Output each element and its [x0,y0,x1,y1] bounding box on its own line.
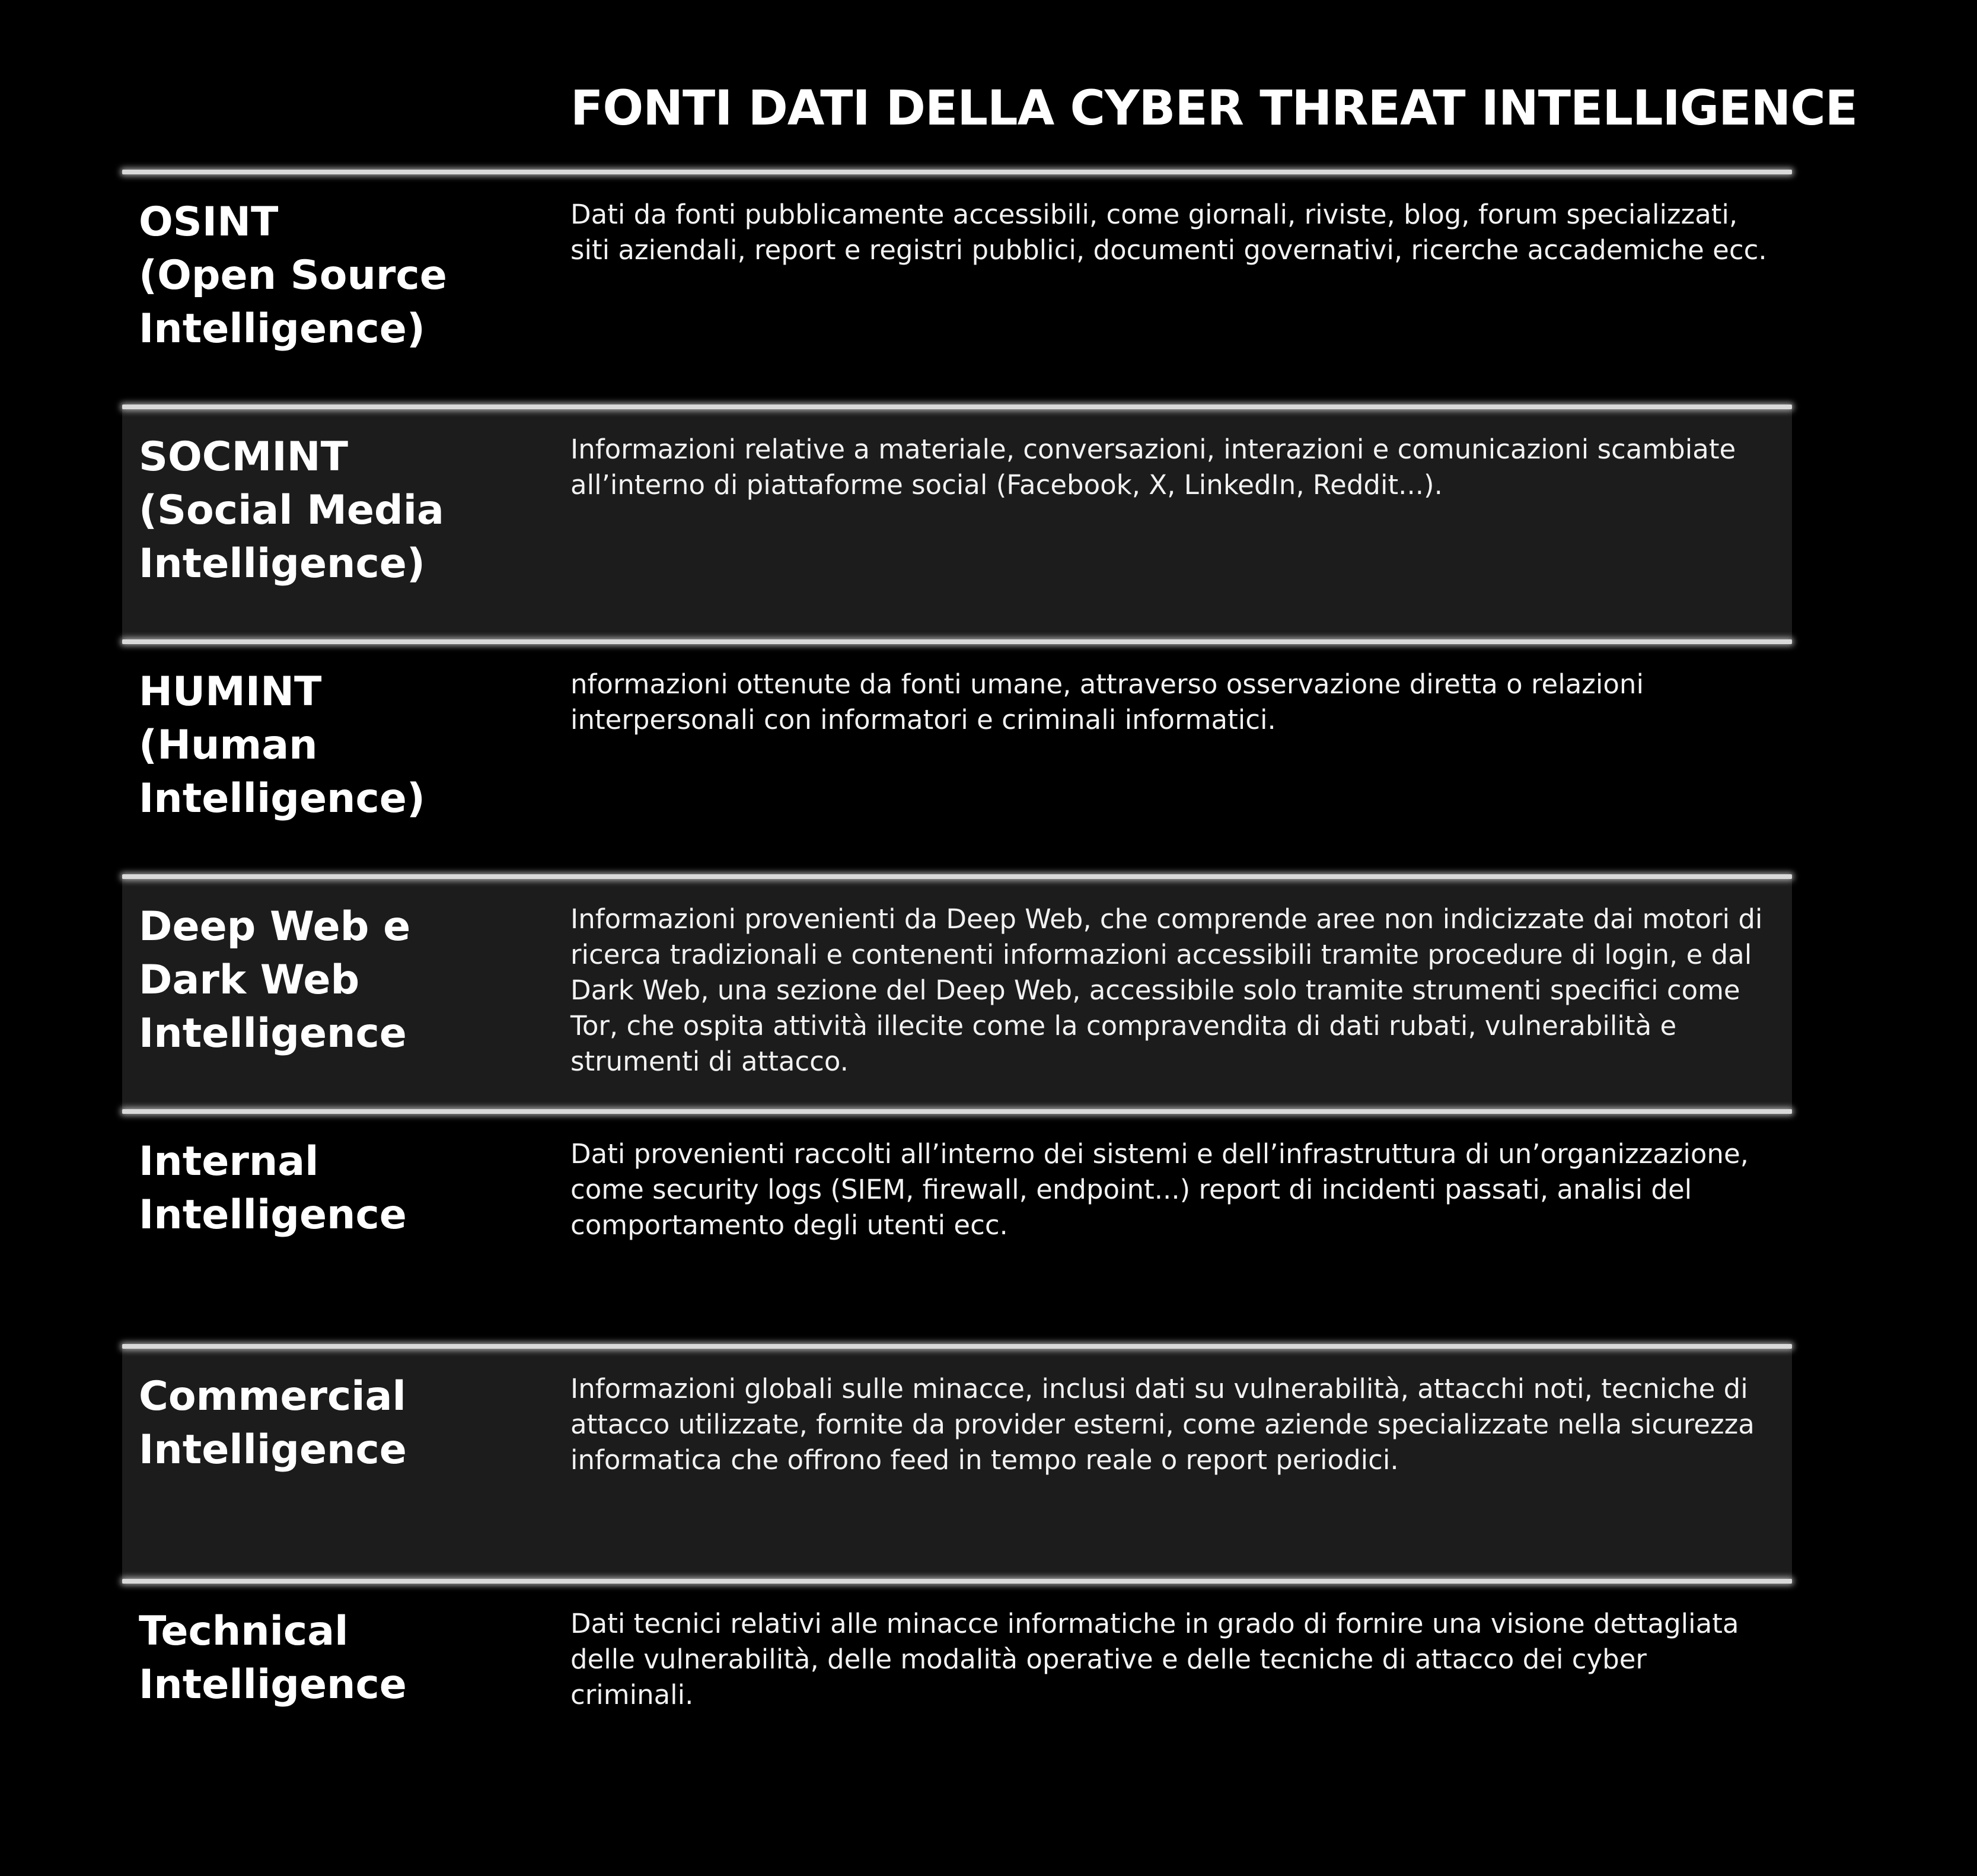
source-description: Dati provenienti raccolti all’interno dei sistemi e dell’infrastruttura di un’organizzazione, come security logs (SIEM, firewall, endpoint...) report di incidenti passati, analisi del comportamento degli utenti ecc. [570,1138,1749,1241]
source-name: Technical Intelligence [139,1608,407,1708]
table-row-deep-dark-web [122,877,1792,1111]
page-title: FONTI DATI DELLA CYBER THREAT INTELLIGENCE [570,81,1858,136]
table-row-humint [122,642,1792,877]
table-row-internal [122,1111,1792,1346]
table-row-osint [122,172,1792,407]
source-description: Dati tecnici relativi alle minacce informatiche in grado di fornire una visione dettagliata delle vulnerabilità, delle modalità operative e delle tecniche di attacco dei cyber criminali. [570,1608,1739,1711]
table-row-commercial [122,1346,1792,1581]
row-divider [122,404,1792,409]
source-name: Commercial Intelligence [139,1373,407,1473]
source-description: nformazioni ottenute da fonti umane, attraverso osservazione diretta o relazioni interpersonali con informatori e criminali informatici. [570,668,1644,735]
row-divider [122,170,1792,174]
source-description: Informazioni relative a materiale, conversazioni, interazioni e comunicazioni scambiate all’interno di piattaforme social (Facebook, X, LinkedIn, Reddit...). [570,434,1736,501]
source-description: Informazioni globali sulle minacce, inclusi dati su vulnerabilità, attacchi noti, tecniche di attacco utilizzate, fornite da provider esterni, come aziende specializzate nella sicurezza informatica che offrono feed in tempo reale o report periodici. [570,1373,1755,1476]
source-name: Internal Intelligence [139,1138,407,1238]
table-row-technical [122,1581,1792,1816]
table-row-socmint [122,407,1792,642]
source-description: Informazioni provenienti da Deep Web, che comprende aree non indicizzate dai motori di ricerca tradizionali e contenenti informazioni accessibili tramite procedure di login, e dal Dark Web, una sezione del Deep Web, accessibile solo tramite strumenti specifici come Tor, che ospita attività illecite come la compravendita di dati rubati, vulnerabilità e strumenti di attacco. [570,903,1763,1077]
row-divider [122,1109,1792,1114]
row-divider [122,1579,1792,1584]
row-divider [122,874,1792,879]
source-name: OSINT (Open Source Intelligence) [139,199,447,352]
row-divider [122,1344,1792,1349]
source-name: SOCMINT (Social Media Intelligence) [139,434,444,587]
source-name: Deep Web e Dark Web Intelligence [139,903,411,1057]
source-name: HUMINT (Human Intelligence) [139,668,425,822]
intelligence-sources-table [122,172,1792,1816]
source-description: Dati da fonti pubblicamente accessibili, come giornali, riviste, blog, forum specializzati, siti aziendali, report e registri pubblici, documenti governativi, ricerche accademiche ecc. [570,199,1767,266]
row-divider [122,639,1792,644]
